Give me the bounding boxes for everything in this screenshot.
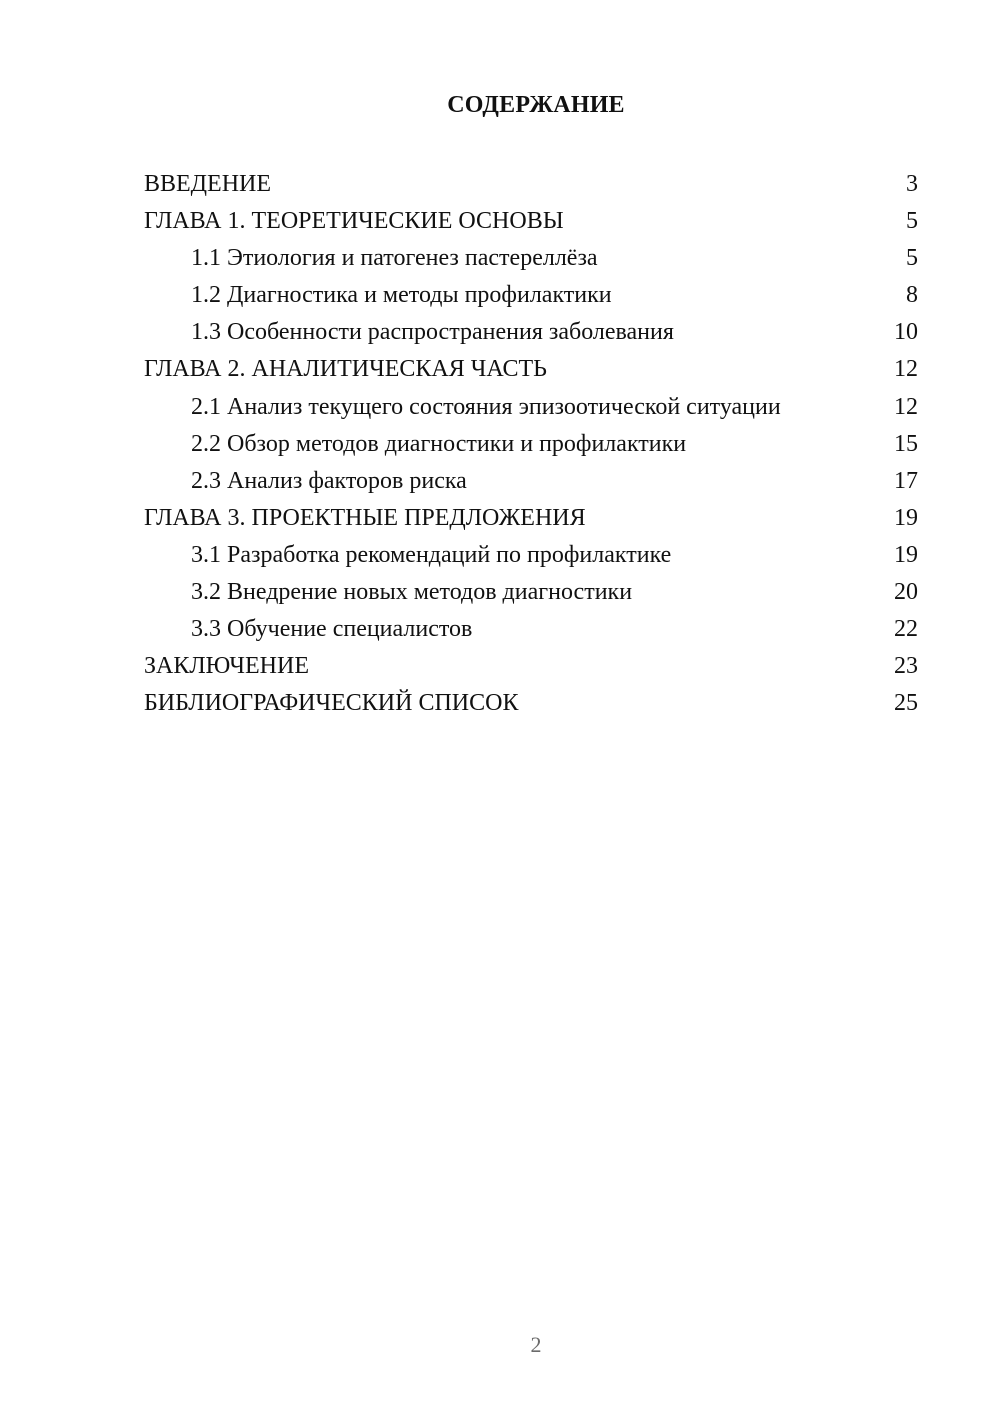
toc-entry-page: 20 [894,579,918,606]
toc-entry-section-1-2[interactable] [144,279,918,316]
toc-entry-page: 5 [906,208,918,235]
toc-entry-chapter-3[interactable] [144,502,918,539]
toc-entry-page: 10 [894,319,918,346]
toc-entry-page: 15 [894,430,918,457]
page-title: СОДЕРЖАНИЕ [447,92,625,118]
toc-entry-label: 1.2 Диагностика и методы профилактики [191,282,612,309]
toc-entry-section-1-1[interactable] [144,242,918,279]
toc-entry-label: БИБЛИОГРАФИЧЕСКИЙ СПИСОК [144,690,519,717]
toc-entry-label: 3.2 Внедрение новых методов диагностики [191,579,633,606]
toc-entry-page: 3 [906,171,918,197]
toc-entry-label: ГЛАВА 3. ПРОЕКТНЫЕ ПРЕДЛОЖЕНИЯ [144,504,586,531]
toc-entry-section-2-2[interactable] [144,428,918,465]
toc-entry-section-3-1[interactable] [144,539,918,576]
toc-entry-label: 3.1 Разработка рекомендаций по профилактике [191,541,672,568]
toc-entry-introduction[interactable] [144,168,918,205]
toc-entry-label: 3.3 Обучение специалистов [191,616,473,643]
toc-entry-page: 19 [894,504,918,531]
toc-entry-section-2-1[interactable] [144,391,918,428]
toc-entry-page: 23 [894,653,918,680]
page-number: 2 [530,1332,542,1357]
toc-entry-section-1-3[interactable] [144,316,918,353]
toc-entry-label: ЗАКЛЮЧЕНИЕ [144,653,309,680]
table-of-contents [144,168,918,724]
toc-entry-label: ГЛАВА 1. ТЕОРЕТИЧЕСКИЕ ОСНОВЫ [144,208,564,235]
toc-entry-label: 2.3 Анализ факторов риска [191,467,467,494]
toc-entry-page: 12 [894,393,918,420]
toc-entry-section-2-3[interactable] [144,465,918,502]
toc-entry-page: 8 [906,282,918,309]
toc-entry-page: 19 [894,541,918,568]
toc-entry-page: 12 [894,356,918,383]
toc-entry-label: ГЛАВА 2. АНАЛИТИЧЕСКАЯ ЧАСТЬ [144,356,547,383]
toc-entry-page: 22 [894,616,918,643]
toc-entry-conclusion[interactable] [144,650,918,687]
toc-entry-section-3-3[interactable] [144,613,918,650]
toc-entry-label: 1.1 Этиология и патогенез пастереллёза [191,245,598,272]
toc-entry-label: 1.3 Особенности распространения заболевания [191,319,674,346]
toc-entry-page: 25 [894,690,918,717]
toc-entry-page: 5 [906,245,918,272]
toc-entry-section-3-2[interactable] [144,576,918,613]
toc-entry-bibliography[interactable] [144,687,918,724]
toc-entry-label: 2.1 Анализ текущего состояния эпизоотической ситуации [191,393,781,420]
toc-entry-label: 2.2 Обзор методов диагностики и профилактики [191,430,687,457]
toc-entry-chapter-2[interactable] [144,353,918,390]
toc-entry-label: ВВЕДЕНИЕ [144,171,272,197]
toc-entry-chapter-1[interactable] [144,205,918,242]
toc-entry-page: 17 [894,467,918,494]
